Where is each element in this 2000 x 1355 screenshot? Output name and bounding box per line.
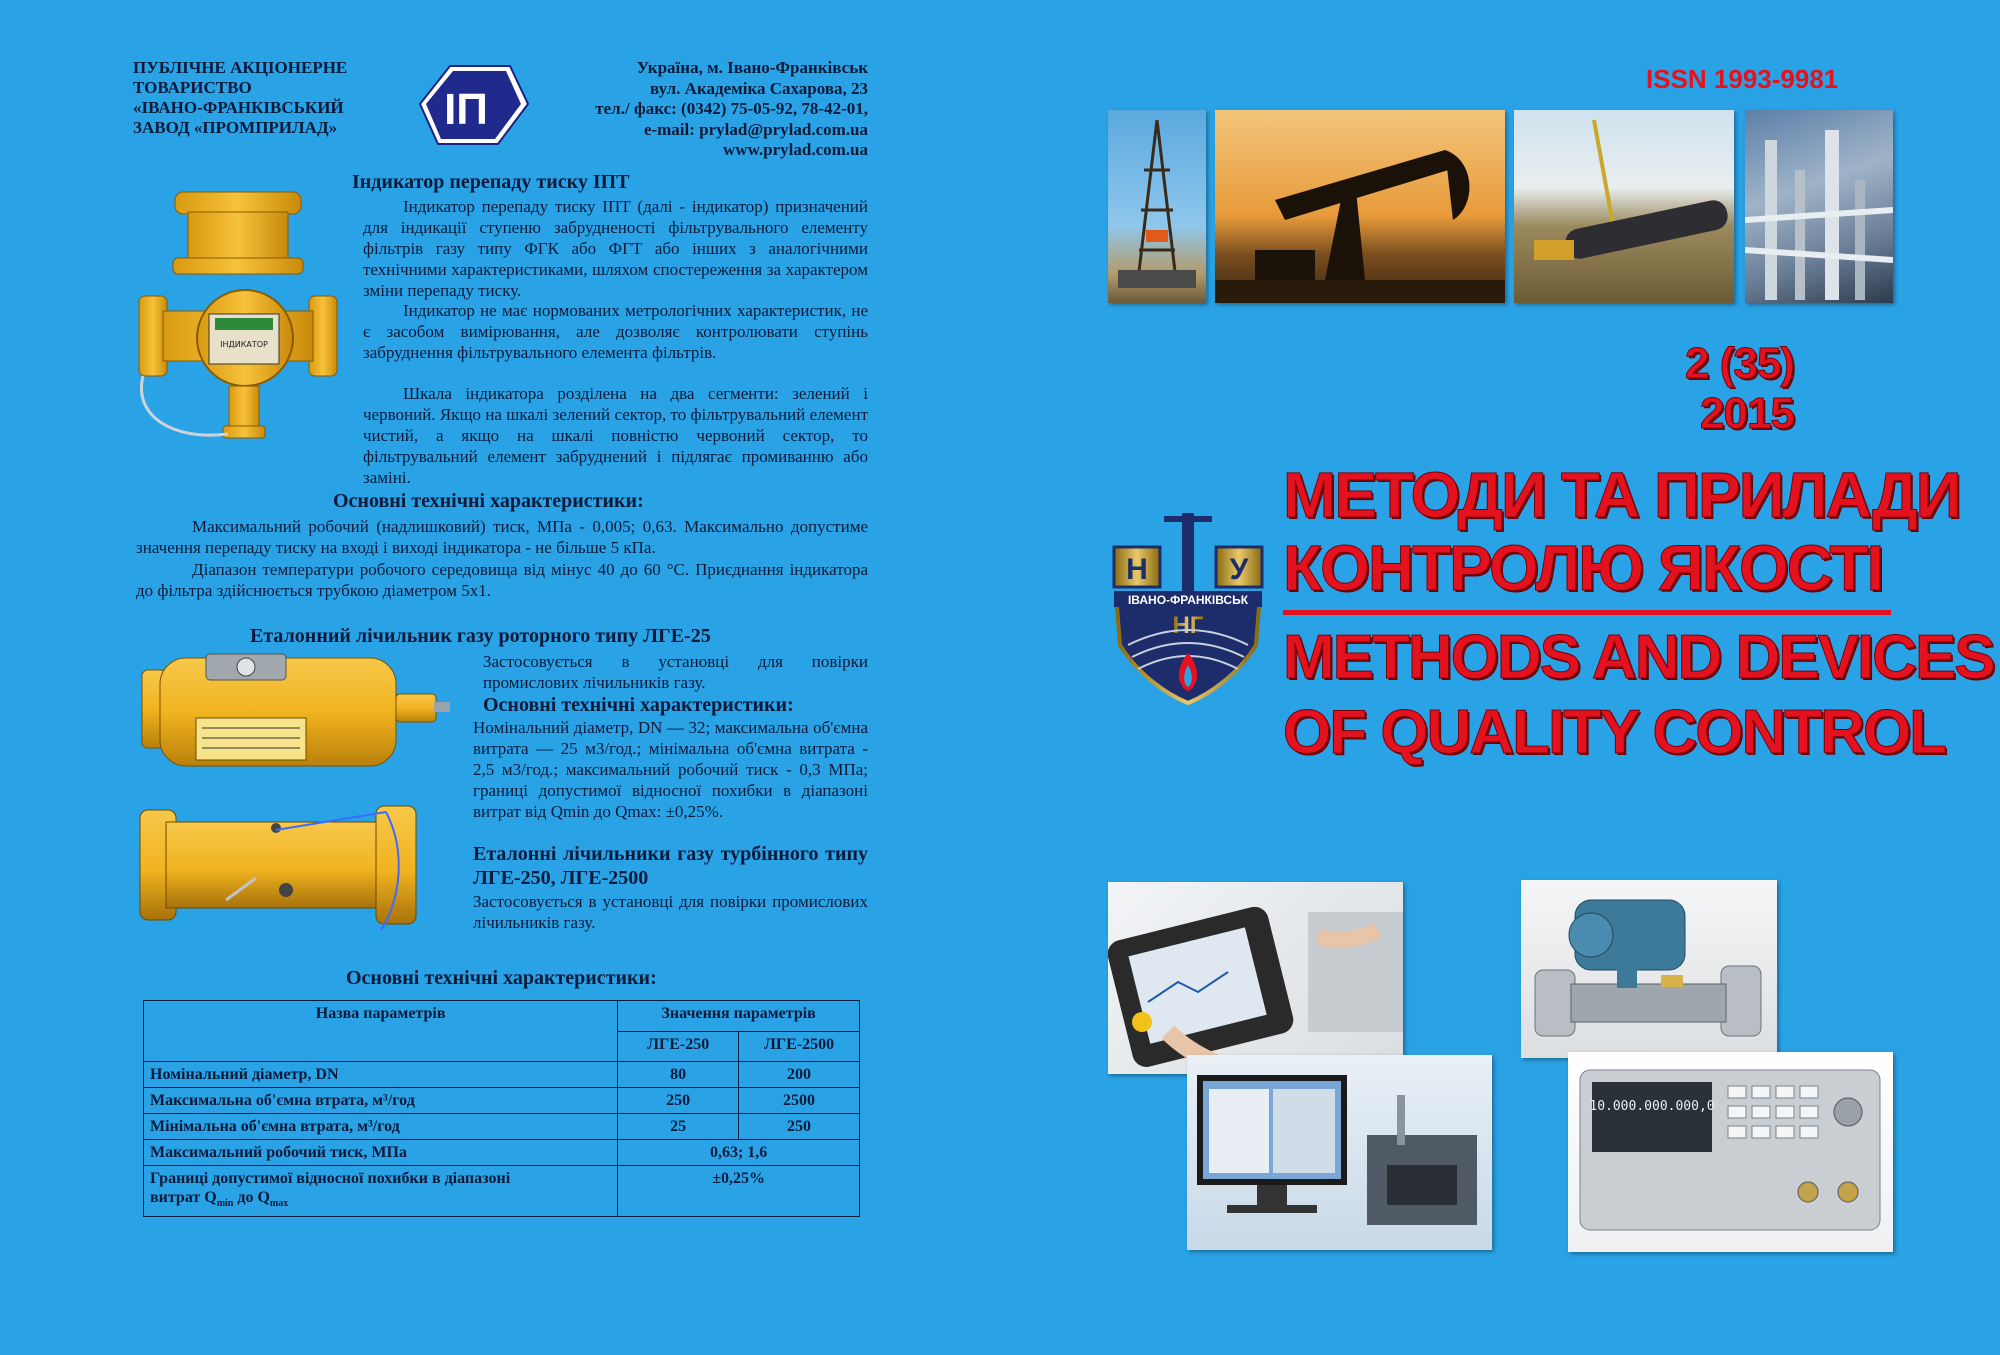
row-value-250: 25 xyxy=(618,1114,739,1140)
section2-specs-paragraph: Номінальний діаметр, DN — 32; максимальна об'ємна витрата — 25 м3/год.; мінімальна об'ємна витрата - 2,5 м3/год.; максимальний робочий тиск - 0,3 МПа; границі допустимої відносної похибки в діапазоні витрат від Qmin до Qmax: ±0,25%. xyxy=(473,718,868,821)
section2-paragraph: Застосовується в установці для повірки промислових лічильників газу. xyxy=(483,652,868,692)
header-lge-2500: ЛГЕ-2500 xyxy=(739,1031,860,1062)
header-lge-250: ЛГЕ-250 xyxy=(618,1031,739,1062)
rotary-meter-image xyxy=(136,650,456,775)
section2-specs-title: Основні технічні характеристики: xyxy=(483,694,794,716)
journal-title-en-line2: OF QUALITY CONTROL xyxy=(1283,698,1946,767)
table-row xyxy=(144,1114,860,1140)
table-row xyxy=(144,1166,860,1217)
company-name: ПУБЛІЧНЕ АКЦІОНЕРНЕ ТОВАРИСТВО «ІВАНО-ФРАНКІВСЬКИЙ ЗАВОД «ПРОМПРИЛАД» xyxy=(133,58,348,137)
photo-frequency-counter xyxy=(1568,1052,1893,1252)
section1-title: Індикатор перепаду тиску ІПТ xyxy=(352,171,630,193)
turbine-title: Еталонні лічильники газу турбінного типу ЛГЕ-250, ЛГЕ-2500 xyxy=(473,843,868,889)
photo-turbine-flowmeter xyxy=(1521,880,1777,1058)
section2-title: Еталонний лічильник газу роторного типу ЛГЕ-25 xyxy=(250,625,711,647)
turbine-paragraph: Застосовується в установці для повірки промислових лічильників газу. xyxy=(473,892,868,932)
turbine-meter-image xyxy=(136,790,436,940)
journal-title-ua-line2: КОНТРОЛЮ ЯКОСТІ xyxy=(1283,532,1883,604)
row-name: Мінімальна об'ємна втрата, м³/год xyxy=(144,1114,618,1140)
pressure-indicator-image xyxy=(133,186,343,471)
indicator-label: ІНДИКАТОР xyxy=(220,340,268,349)
journal-title-en-line1: METHODS AND DEVICES xyxy=(1283,623,1994,692)
issue-year: 2015 xyxy=(1700,389,1794,438)
row-value-250: 250 xyxy=(618,1088,739,1114)
photo-drilling-rig xyxy=(1108,110,1206,303)
row-name: Максимальна об'ємна втрата, м³/год xyxy=(144,1088,618,1114)
title-divider xyxy=(1283,610,1891,615)
parameters-table xyxy=(143,1000,860,1217)
issue-number: 2 (35) xyxy=(1685,339,1794,388)
emblem-letter-n: Н xyxy=(1126,553,1148,586)
row-name: Границі допустимої відносної похибки в діапазоні витрат $Q_{min}$ до $Q_{max}$ xyxy=(144,1166,618,1217)
emblem-ng: НГ xyxy=(1172,612,1204,639)
logo-text: ІП xyxy=(444,85,488,134)
company-address: Україна, м. Івано-Франківськ вул. Академіка Сахарова, 23 тел./ факс: (0342) 75-05-92, 78-42-01, e-mail: prylad@prylad.com.ua www.prylad.com.ua xyxy=(595,58,868,159)
row-value-250: 80 xyxy=(618,1062,739,1088)
section1-paragraph-2: Індикатор не має нормованих метрологічних характеристик, не є засобом вимірювання, але дозволяє контролювати ступінь забруднення фільтрувального елемента фільтрів. xyxy=(363,301,868,362)
header-param-values: Значення параметрів xyxy=(618,1001,860,1032)
section1-specs-paragraph-1: Максимальний робочий (надлишковий) тиск, МПа - 0,005; 0,63. Максимально допустиме значення перепаду тиску на вході і виході індикатора - не більше 5 кПа. xyxy=(136,517,868,557)
table-row xyxy=(144,1062,860,1088)
row-value-2500: 2500 xyxy=(739,1088,860,1114)
header-param-name: Назва параметрів xyxy=(144,1001,618,1062)
emblem-letter-u: У xyxy=(1229,553,1249,586)
university-emblem xyxy=(1108,505,1268,705)
table-title: Основні технічні характеристики: xyxy=(346,967,657,989)
row-value-2500: 250 xyxy=(739,1114,860,1140)
company-logo xyxy=(400,62,530,147)
journal-title-ua-line1: МЕТОДИ ТА ПРИЛАДИ xyxy=(1283,459,1960,531)
row-value-shared: ±0,25% xyxy=(618,1166,860,1217)
photo-oil-pump xyxy=(1215,110,1505,303)
table-header-row xyxy=(144,1001,860,1032)
row-value-shared: 0,63; 1,6 xyxy=(618,1140,860,1166)
table-row xyxy=(144,1140,860,1166)
row-name: Максимальний робочий тиск, МПа xyxy=(144,1140,618,1166)
photo-pipeline xyxy=(1514,110,1734,303)
section1-paragraph-1: Індикатор перепаду тиску ІПТ (далі - індикатор) призначений для індикації ступеню забрудненості фільтрувального елементу фільтрів газу типу ФГК або ФГТ або інших з аналогічними технічними характеристиками, шляхом спостереження за характером зміни перепаду тиску. xyxy=(363,197,868,300)
table-row xyxy=(144,1088,860,1114)
issn: ISSN 1993-9981 xyxy=(1646,64,1839,94)
section1-specs-title: Основні технічні характеристики: xyxy=(333,490,644,512)
photo-ultrasonic-tester xyxy=(1108,882,1403,1074)
emblem-city: ІВАНО-ФРАНКІВСЬК xyxy=(1127,593,1249,607)
section1-paragraph-3: Шкала індикатора розділена на два сегменти: зелений і червоний. Якщо на шкалі зелений сектор, то фільтрувальний елемент чистий, а якщо на шкалі повністю червоний сектор, то фільтрувальний елемент забруднений і підлягає промиванню або заміні. xyxy=(363,384,868,487)
photo-refinery xyxy=(1745,110,1893,303)
section1-specs-paragraph-2: Діапазон температури робочого середовища від мінус 40 до 60 °С. Приєднання індикатора до фільтра здійснюється трубкою діаметром 5х1. xyxy=(136,560,868,600)
counter-display: 10.000.000.000,0 xyxy=(1589,1099,1715,1114)
photo-measurement-station xyxy=(1187,1055,1492,1250)
row-value-2500: 200 xyxy=(739,1062,860,1088)
row-name: Номінальний діаметр, DN xyxy=(144,1062,618,1088)
